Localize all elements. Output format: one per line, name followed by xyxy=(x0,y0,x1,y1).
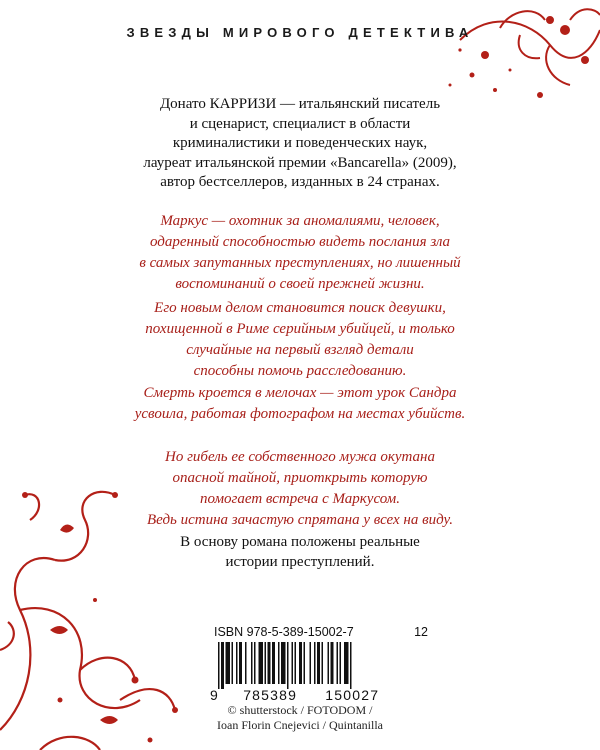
barcode-bar xyxy=(232,642,234,684)
ean-right-digits: 150027 xyxy=(325,687,380,703)
annotation-paragraph-4 xyxy=(80,447,520,531)
annotation-paragraph-2 xyxy=(80,298,520,382)
annotation-line: воспоминаний о своей прежней жизни. xyxy=(175,276,425,292)
barcode-bar xyxy=(226,642,231,684)
barcode-bar xyxy=(328,642,330,684)
barcode-bar xyxy=(314,642,316,684)
isbn-barcode xyxy=(210,625,430,705)
annotation-line: Смерть кроется в мелочах — этот урок Сандра xyxy=(143,385,457,401)
barcode-bars xyxy=(210,642,428,689)
barcode-bar xyxy=(317,642,320,684)
annotation-line: Ведь истина зачастую спрятана у всех на виду. xyxy=(147,512,453,528)
annotation-line: Маркус — охотник за аномалиями, человек, xyxy=(160,213,440,229)
barcode-bar xyxy=(350,642,352,689)
annotation-line: одаренный способностью видеть послания зла xyxy=(149,234,451,250)
annotation-line: способны помочь расследованию. xyxy=(193,363,407,379)
ean-left-digits: 785389 xyxy=(243,687,298,703)
barcode-bar xyxy=(337,642,339,684)
barcode-bar xyxy=(340,642,342,684)
author-bio-line: автор бестселлеров, изданных в 24 странах. xyxy=(160,174,440,190)
barcode-bar xyxy=(245,642,247,684)
barcode-bar xyxy=(295,642,297,684)
price-code: 12 xyxy=(414,625,428,639)
ean-digits xyxy=(210,687,428,703)
annotation-line: Его новым делом становится поиск девушки, xyxy=(154,300,446,316)
series-title: ЗВЕЗДЫ МИРОВОГО ДЕТЕКТИВА xyxy=(126,25,474,40)
basis-note xyxy=(100,532,500,572)
isbn-line xyxy=(214,625,428,639)
barcode-bar xyxy=(278,642,280,684)
barcode-bar xyxy=(218,642,220,689)
annotation-line: похищенной в Риме серийным убийцей, и только xyxy=(145,321,455,337)
annotation-line: опасной тайной, приоткрыть которую xyxy=(172,470,428,486)
barcode-bar xyxy=(268,642,271,684)
annotation-line: помогает встреча с Маркусом. xyxy=(200,491,400,507)
annotation-line: усвоила, работая фотографом на местах убийств. xyxy=(134,406,466,422)
barcode-bar xyxy=(304,642,306,684)
barcode-bar xyxy=(251,642,253,684)
barcode-bar xyxy=(265,642,267,684)
author-bio-line: и сценарист, специалист в области xyxy=(189,115,411,132)
isbn-number: ISBN 978-5-389-15002-7 xyxy=(214,625,354,639)
annotation-line: в самых запутанных преступлениях, но лишенный xyxy=(139,255,461,271)
barcode-bar xyxy=(281,642,286,684)
barcode-bar xyxy=(272,642,275,684)
barcode-bar xyxy=(239,642,242,684)
barcode-bar xyxy=(331,642,334,684)
barcode-bar xyxy=(236,642,238,684)
author-bio-line: Донато КАРРИЗИ — итальянский писатель xyxy=(159,96,441,112)
annotation-paragraph-1 xyxy=(80,211,520,295)
floral-ornament-top-right xyxy=(400,0,600,110)
credits-line: © shutterstock / FOTODOM / xyxy=(227,703,373,717)
barcode-bar xyxy=(259,642,264,684)
basis-note-line: истории преступлений. xyxy=(225,554,375,570)
credits-line: Ioan Florin Cnejevici / Quintanilla xyxy=(217,718,383,732)
annotation-paragraph-3 xyxy=(80,383,520,425)
annotation-line: Но гибель ее собственного мужа окутана xyxy=(164,449,435,465)
barcode-bar xyxy=(310,642,312,684)
barcode-bar xyxy=(221,642,224,689)
basis-note-line: В основу романа положены реальные xyxy=(180,534,420,550)
author-bio-line: лауреат итальянской премии «Bancarella» (2009), xyxy=(143,154,457,171)
ean-first-digit: 9 xyxy=(210,687,219,703)
barcode-bar xyxy=(254,642,256,684)
barcode-bar xyxy=(299,642,302,684)
annotation-line: случайные на первый взгляд детали xyxy=(186,342,414,358)
barcode-bar xyxy=(292,642,294,684)
barcode-bar xyxy=(287,642,289,689)
barcode-bar xyxy=(322,642,324,684)
barcode-bar xyxy=(344,642,349,684)
author-bio-line: криминалистики и поведенческих наук, xyxy=(172,135,428,151)
photo-credits xyxy=(160,703,440,733)
author-bio xyxy=(100,95,500,193)
